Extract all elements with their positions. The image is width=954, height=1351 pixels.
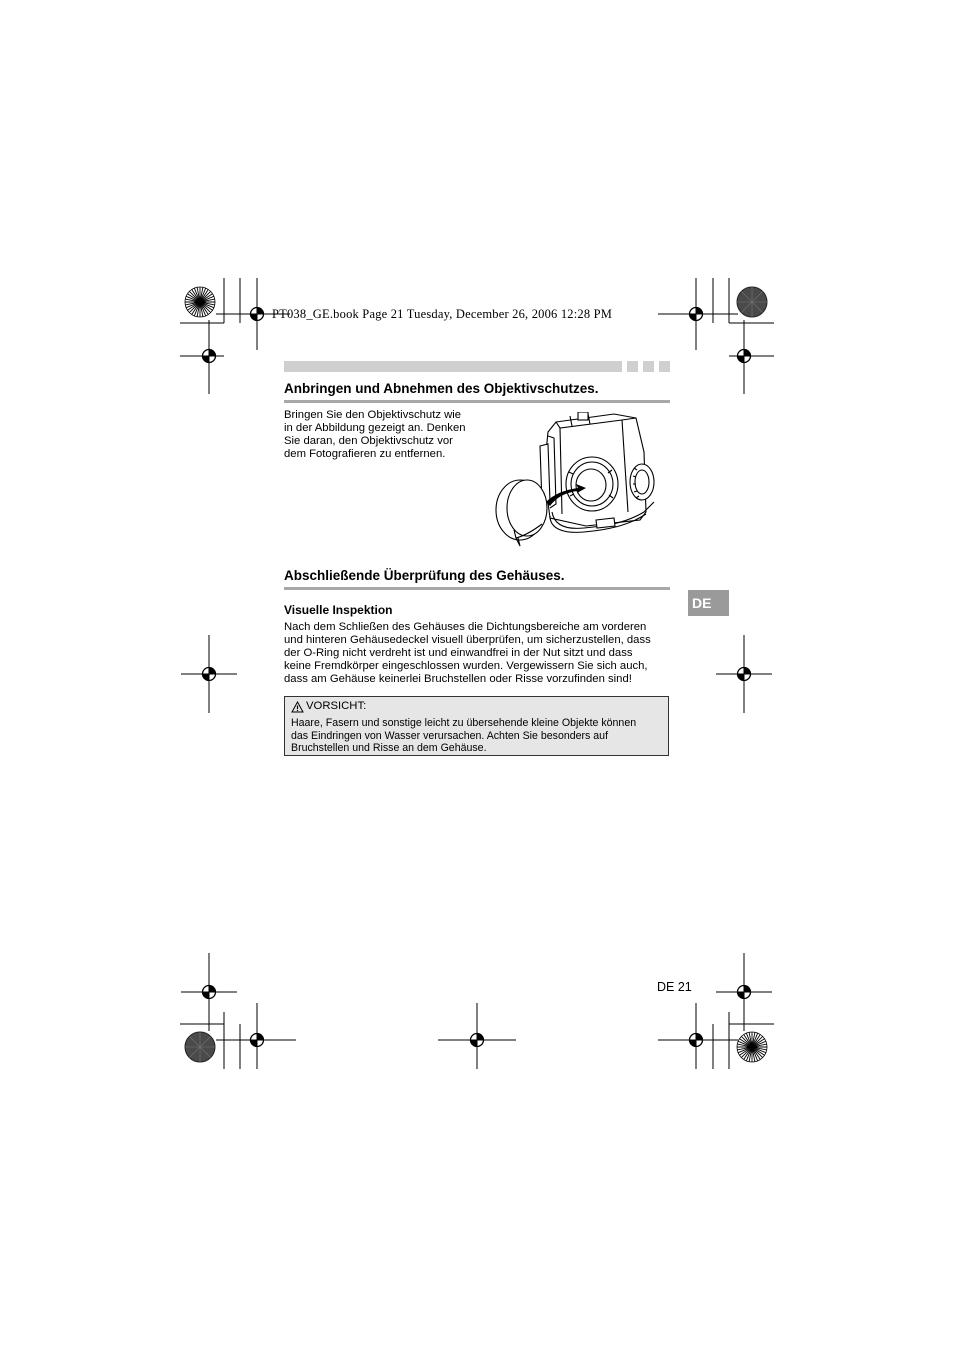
language-tab: DE [688, 590, 729, 616]
text-line: dass am Gehäuse keinerlei Bruchstellen oder Risse vorzufinden sind! [284, 673, 632, 685]
heading-rule [284, 587, 670, 590]
text-line: der O-Ring nicht verdreht ist und einwandfrei in der Nut sitzt und dass [284, 647, 633, 659]
header-square [627, 361, 638, 372]
header-square [659, 361, 670, 372]
text-line: Bringen Sie den Objektivschutz wie [284, 409, 462, 421]
text-line: und hinteren Gehäusedeckel visuell überprüfen, um sicherzustellen, dass [284, 634, 651, 646]
file-header: PT038_GE.book Page 21 Tuesday, December 26, 2006 12:28 PM [272, 307, 613, 321]
visual-inspection-text [284, 621, 684, 686]
text-line: das Eindringen von Wasser verursachen. Achten Sie besonders auf [291, 729, 609, 742]
page-number: DE 21 [657, 980, 692, 994]
text-line: Haare, Fasern und sonstige leicht zu übersehende kleine Objekte können [291, 717, 637, 729]
caution-text [291, 717, 662, 755]
lens-cover-instructions [284, 409, 484, 461]
text-line: Nach dem Schließen des Gehäuses die Dichtungsbereiche am vorderen [284, 621, 647, 633]
caution-label: VORSICHT: [306, 700, 367, 712]
housing-lens-cap-illustration [494, 412, 662, 550]
text-line: dem Fotografieren zu entfernen. [284, 448, 446, 460]
caution-box [284, 696, 669, 756]
section-heading-lens-cover: Anbringen und Abnehmen des Objektivschutzes. [284, 381, 599, 396]
subheading-visual-inspection: Visuelle Inspektion [284, 603, 393, 617]
section-heading-housing-check: Abschließende Überprüfung des Gehäuses. [284, 568, 565, 583]
header-bar [284, 361, 622, 372]
text-line: keine Fremdkörper eingeschlossen wurden. Vergewissern Sie sich auch, [284, 660, 648, 672]
text-line: in der Abbildung gezeigt an. Denken [284, 422, 466, 434]
text-line: Bruchstellen und Risse an dem Gehäuse. [291, 742, 487, 755]
heading-rule [284, 400, 670, 403]
caution-header [291, 700, 662, 713]
warning-triangle-icon [291, 701, 304, 713]
text-line: Sie daran, den Objektivschutz vor [284, 435, 453, 447]
header-square [643, 361, 654, 372]
